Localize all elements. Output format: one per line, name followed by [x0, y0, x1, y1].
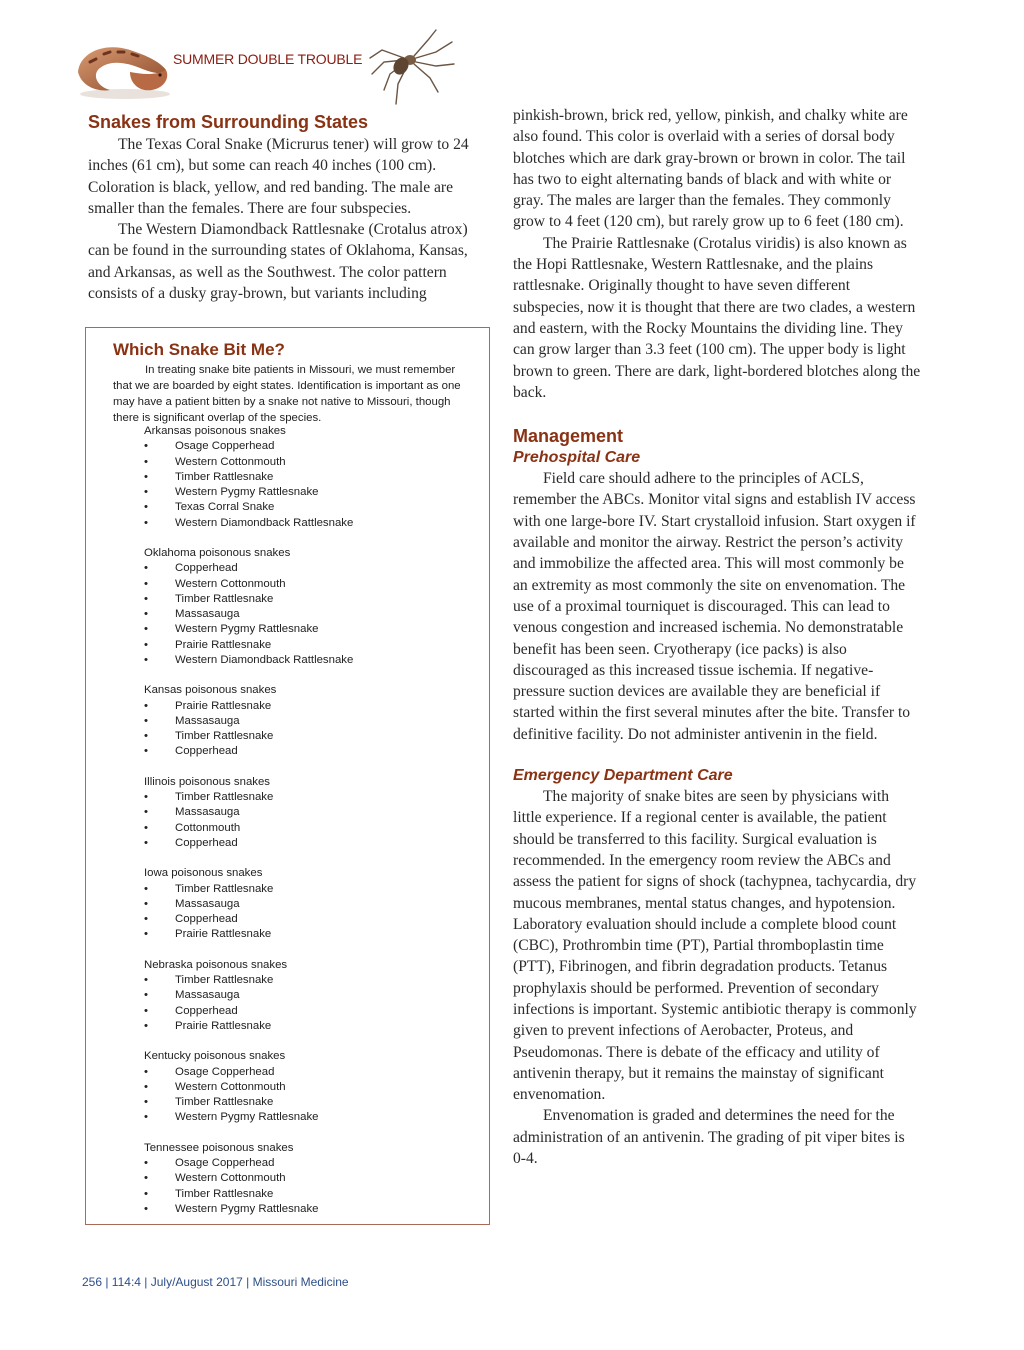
snake-name: Copperhead	[175, 562, 238, 575]
bullet-icon: •	[144, 714, 148, 727]
snake-name: Texas Corral Snake	[175, 501, 275, 514]
state-heading: Nebraska poisonous snakes	[144, 958, 288, 971]
state-heading: Illinois poisonous snakes	[144, 775, 271, 788]
snake-icon	[70, 32, 180, 102]
bullet-icon: •	[144, 882, 148, 895]
list-item	[144, 699, 464, 714]
snake-name: Timber Rattlesnake	[175, 974, 274, 986]
list-item	[144, 1187, 464, 1202]
bullet-icon: •	[144, 455, 148, 468]
list-item	[144, 882, 464, 897]
bullet-icon: •	[144, 592, 148, 605]
bullet-icon: •	[144, 440, 148, 453]
snake-name: Timber Rattlesnake	[175, 791, 274, 803]
sidebar-which-snake-bit-me	[85, 327, 490, 1225]
list-item	[144, 485, 464, 500]
paragraph-prairie-rattlesnake: The Prairie Rattlesnake (Crotalus viridis) is also known as the Hopi Rattlesnake, Western Rattlesnake, and the plains rattlesnake. Originally thought to have seven different subspecies, now it is thought that there are two clades, a western and eastern, with the Rocky Mountains the dividing line. They can grow larger than 3.3 feet (100 cm). The upper body is light brown to green. There are dark, light-bordered blotches along the back.	[513, 234, 921, 401]
snake-name: Western Pygmy Rattlesnake	[175, 1111, 319, 1124]
bullet-icon: •	[144, 913, 148, 925]
left-column-text	[88, 110, 492, 304]
list-item	[144, 653, 464, 668]
bullet-icon: •	[144, 1004, 148, 1017]
list-item	[144, 714, 464, 729]
bullet-icon: •	[144, 989, 148, 1002]
list-item	[144, 1156, 464, 1171]
bullet-icon: •	[144, 501, 148, 514]
sidebar-title: Which Snake Bit Me?	[113, 340, 285, 359]
bullet-icon: •	[144, 791, 148, 803]
state-group	[144, 424, 464, 531]
snake-name: Prairie Rattlesnake	[175, 638, 272, 651]
snake-name: Western Cottonmouth	[175, 1172, 286, 1185]
sidebar-intro: In treating snake bite patients in Missouri, we must remember that we are boarded by eight states. Identification is important as one may have a patient bitten by a snake not native to Missouri, though there is significant overlap of the species.	[113, 364, 461, 424]
snake-name: Massasauga	[175, 714, 240, 727]
bullet-icon: •	[144, 974, 148, 986]
state-snake-lists	[144, 424, 464, 1232]
snake-name: Prairie Rattlesnake	[175, 928, 272, 941]
list-item	[144, 561, 464, 576]
list-item	[144, 897, 464, 912]
bullet-icon: •	[144, 1019, 148, 1032]
list-item	[144, 1004, 464, 1019]
bullet-icon: •	[144, 1065, 148, 1078]
right-column-text	[513, 105, 921, 1169]
paragraph-prehospital-care: Field care should adhere to the principles of ACLS, remember the ABCs. Monitor vital signs and establish IV access with one large-bore IV. Start crystalloid infusion. Start oxygen if available and monitor the airway. Restrict the person’s activity and immobilize the affected area. This will most commonly be an extremity as most commonly the site on envenomation. The use of a proximal tourniquet is discouraged. This can lead to venous congestion and increased ischemia. No demonstratable benefit has been seen. Cryotherapy (ice packs) is also discouraged as this increased tissue ischemia. If negative-pressure suction devices are available they are beneficial if started within the first several minutes after the bite. Transfer to definitive facility. Do not administer antivenin in the field.	[513, 470, 916, 743]
bullet-icon: •	[144, 928, 148, 941]
bullet-icon: •	[144, 1157, 148, 1169]
bullet-icon: •	[144, 836, 148, 849]
snake-name: Massasauga	[175, 989, 240, 1002]
bullet-icon: •	[144, 623, 148, 636]
paragraph-western-diamondback: The Western Diamondback Rattlesnake (Crotalus atrox) can be found in the surrounding states of Oklahoma, Kansas, and Arkansas, as well as the Southwest. The color pattern consists of a dusky gray-brown, but variants including	[88, 221, 468, 303]
list-item	[144, 988, 464, 1003]
snake-name: Massasauga	[175, 806, 240, 819]
state-group	[144, 546, 464, 668]
list-item	[144, 638, 464, 653]
list-item	[144, 821, 464, 836]
snake-name: Osage Copperhead	[175, 440, 275, 453]
paragraph-diamondback-continued: pinkish-brown, brick red, yellow, pinkish, and chalky white are also found. This color is overlaid with a series of dorsal body blotches which are dark gray-brown or brown in color. The tail has two to eight alternating bands of black and with white or gray. The males are larger than the females. They commonly grow to 4 feet (120 cm), but rarely grow up to 6 feet (180 cm).	[513, 107, 908, 231]
state-heading: Kansas poisonous snakes	[144, 684, 277, 697]
running-header-title: SUMMER DOUBLE TROUBLE	[173, 51, 363, 67]
snake-name: Timber Rattlesnake	[175, 730, 274, 742]
bullet-icon: •	[144, 699, 148, 712]
list-item	[144, 622, 464, 637]
bullet-icon: •	[144, 638, 148, 651]
state-group	[144, 958, 464, 1034]
list-item	[144, 1095, 464, 1110]
list-item	[144, 455, 464, 470]
bullet-icon: •	[144, 1096, 148, 1108]
bullet-icon: •	[144, 516, 148, 529]
list-item	[144, 1080, 464, 1095]
page-footer: 256 | 114:4 | July/August 2017 | Missouri Medicine	[82, 1275, 349, 1289]
list-item	[144, 470, 464, 485]
snake-name: Copperhead	[175, 1004, 238, 1017]
bullet-icon: •	[144, 1172, 148, 1185]
snake-name: Western Pygmy Rattlesnake	[175, 623, 319, 636]
state-heading: Iowa poisonous snakes	[144, 867, 263, 880]
snake-name: Western Pygmy Rattlesnake	[175, 1202, 319, 1215]
bullet-icon: •	[144, 486, 148, 498]
bullet-icon: •	[144, 577, 148, 590]
list-item	[144, 439, 464, 454]
bullet-icon: •	[144, 653, 148, 666]
bullet-icon: •	[144, 821, 148, 834]
spider-icon	[364, 28, 464, 108]
list-item	[144, 1202, 464, 1217]
snake-name: Copperhead	[175, 913, 238, 925]
list-item	[144, 790, 464, 805]
snake-name: Osage Copperhead	[175, 1065, 275, 1078]
paragraph-ed-care: The majority of snake bites are seen by physicians with little experience. If a regional center is available, the patient should be transferred to this facility. Surgical evaluation is recommended. In the emergency room review the ABCs and assess the patient for signs of shock (tachypnea, tachycardia, dry mucous membranes, mental status changes, and hypotension. Laboratory evaluation should include a complete blood count (CBC), Prothrombin time (PT), Partial thromboplastin time (PTT), Fibrinogen, and fibrin degradation products. Tetanus prophylaxis should be performed. Prevention of secondary infections is important. Systemic antibiotic therapy is commonly given to prevent infections of Aerobacter, Proteus, and Pseudomonas. There is debate of the efficacy and utility of antivenin therapy, but it remains the mainstay of significant envenomation.	[513, 788, 917, 1104]
snake-name: Osage Copperhead	[175, 1157, 275, 1169]
bullet-icon: •	[144, 745, 148, 758]
bullet-icon: •	[144, 730, 148, 742]
list-item	[144, 912, 464, 927]
section-heading-management: Management	[513, 426, 624, 447]
section-heading-surrounding-states: Snakes from Surrounding States	[88, 112, 369, 132]
running-header	[70, 28, 470, 108]
bullet-icon: •	[144, 470, 148, 483]
state-group	[144, 1049, 464, 1125]
snake-name: Western Cottonmouth	[175, 1080, 286, 1093]
snake-name: Timber Rattlesnake	[175, 592, 274, 605]
snake-name: Timber Rattlesnake	[175, 1096, 274, 1108]
snake-name: Western Cottonmouth	[175, 577, 286, 590]
snake-name: Western Pygmy Rattlesnake	[175, 486, 319, 498]
state-heading: Oklahoma poisonous snakes	[144, 547, 291, 559]
state-group	[144, 866, 464, 942]
list-item	[144, 500, 464, 515]
subheading-prehospital-care: Prehospital Care	[513, 449, 641, 467]
bullet-icon: •	[144, 1111, 148, 1124]
snake-name: Massasauga	[175, 608, 240, 620]
list-item	[144, 592, 464, 607]
snake-name: Western Cottonmouth	[175, 455, 286, 468]
snake-name: Copperhead	[175, 836, 238, 849]
paragraph-coral-snake: The Texas Coral Snake (Micrurus tener) will grow to 24 inches (61 cm), but some can reach 40 inches (100 cm). Coloration is black, yellow, and red banding. The male are smaller than the females. There are four subspecies.	[88, 136, 469, 217]
state-group	[144, 1141, 464, 1217]
snake-name: Western Diamondback Rattlesnake	[175, 516, 354, 529]
state-heading: Kentucky poisonous snakes	[144, 1050, 286, 1063]
bullet-icon: •	[144, 608, 148, 620]
state-group	[144, 775, 464, 851]
snake-name: Copperhead	[175, 745, 238, 758]
bullet-icon: •	[144, 1202, 148, 1215]
list-item	[144, 744, 464, 759]
snake-name: Prairie Rattlesnake	[175, 1019, 272, 1032]
snake-name: Cottonmouth	[175, 821, 241, 834]
list-item	[144, 973, 464, 988]
bullet-icon: •	[144, 1187, 148, 1200]
state-heading: Tennessee poisonous snakes	[144, 1141, 294, 1154]
bullet-icon: •	[144, 806, 148, 819]
list-item	[144, 805, 464, 820]
snake-name: Prairie Rattlesnake	[175, 699, 272, 712]
list-item	[144, 1019, 464, 1034]
state-group	[144, 683, 464, 759]
list-item	[144, 607, 464, 622]
list-item	[144, 1065, 464, 1080]
bullet-icon: •	[144, 897, 148, 910]
list-item	[144, 927, 464, 942]
snake-name: Massasauga	[175, 897, 240, 910]
paragraph-envenomation-grading: Envenomation is graded and determines the need for the administration of an antivenin. The grading of pit viper bites is 0-4.	[513, 1107, 905, 1168]
snake-name: Timber Rattlesnake	[175, 1187, 274, 1200]
bullet-icon: •	[144, 1080, 148, 1093]
list-item	[144, 516, 464, 531]
list-item	[144, 729, 464, 744]
bullet-icon: •	[144, 562, 148, 575]
list-item	[144, 577, 464, 592]
state-heading: Arkansas poisonous snakes	[144, 425, 286, 437]
list-item	[144, 836, 464, 851]
snake-name: Timber Rattlesnake	[175, 882, 274, 895]
list-item	[144, 1171, 464, 1186]
snake-name: Western Diamondback Rattlesnake	[175, 653, 354, 666]
snake-name: Timber Rattlesnake	[175, 470, 274, 483]
subheading-emergency-department-care: Emergency Department Care	[513, 767, 733, 785]
list-item	[144, 1110, 464, 1125]
